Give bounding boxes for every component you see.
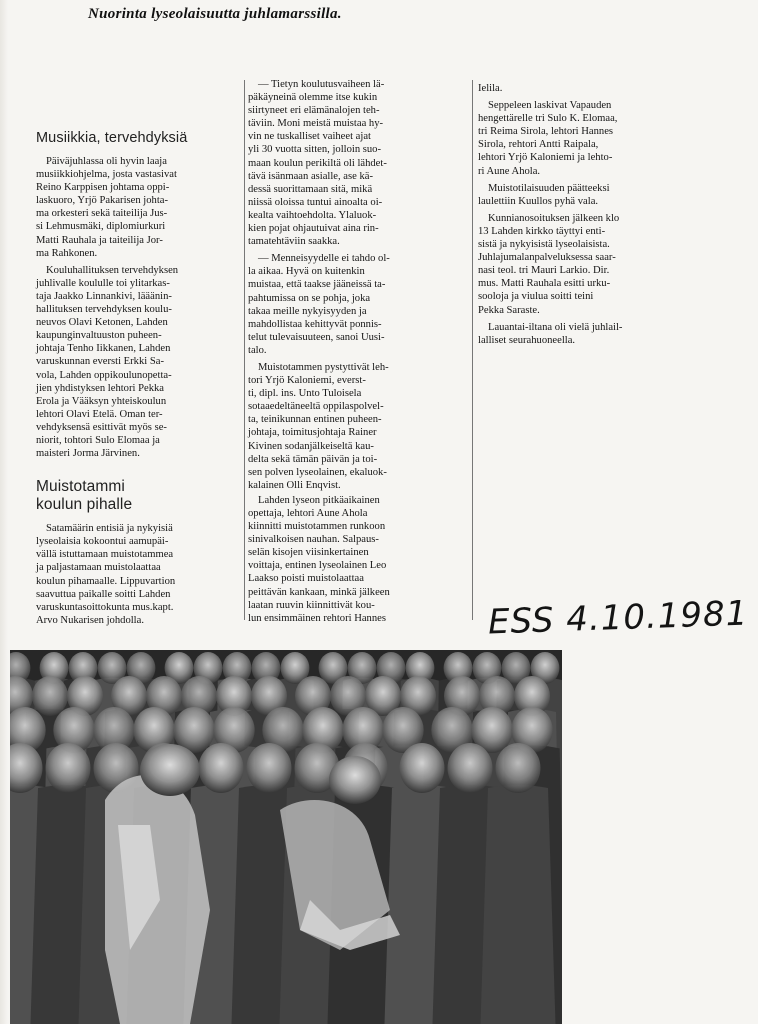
text-line: si Lehmusmäki, diplomiurkuri [36, 221, 166, 233]
text-line: saavuttua paikalle soitti Lahden [36, 588, 171, 600]
heading-line: Muistotammi [36, 478, 125, 496]
text-line: kaupunginvaltuuston puheen- [36, 330, 162, 342]
text-line: jien yhdistyksen lehtori Pekka [36, 382, 164, 394]
paragraph-continuation [478, 82, 684, 95]
text-line: Muistotilaisuuden päätteeksi [488, 182, 610, 194]
text-line: mahdollistaa kehittyvät ponnis- [248, 318, 382, 330]
text-line: delta sekä tämän päivän ja toi- [248, 453, 378, 465]
crowd-photo-image [10, 650, 562, 1024]
text-line: vola, Lahden oppikoulunopetta- [36, 369, 172, 381]
text-line: koulun pihamaalle. Lippuvartion [36, 575, 176, 587]
text-line: juhlivalle koululle toi ylitarkas- [36, 277, 170, 289]
text-line: musiikkiohjelma, josta vastasivat [36, 169, 177, 181]
column-divider [244, 80, 245, 620]
text-line: varuskuntasoittokunta mus.kapt. [36, 601, 174, 613]
text-line: tri Reima Sirola, lehtori Hannes [478, 126, 614, 138]
heading-line: koulun pihalle [36, 496, 133, 514]
paragraph-evening [478, 321, 684, 347]
text-line: opettaja, lehtori Aune Ahola [248, 508, 368, 519]
text-line: ri Aune Ahola. [478, 165, 541, 177]
text-line: lyseolaisia kokoontui aamupäi- [36, 536, 169, 548]
text-line: niissä oloissa tuntui ainoalta oi- [248, 196, 383, 208]
text-line: Laakso poisti muistolaattaa [248, 573, 364, 585]
text-line: laskuoro, Yrjö Pakarisen johta- [36, 195, 168, 207]
text-line: 13 Lahden kirkko täyttyi enti- [478, 225, 606, 237]
text-line: Erola ja Vääksyn yhteiskoulun [36, 395, 167, 407]
text-line: telut tulevaisuuteen, sanoi Uusi- [248, 331, 385, 343]
section-heading-memorial-oak [36, 478, 244, 514]
text-line: kalainen Olli Enqvist. [248, 479, 341, 491]
column-divider [472, 80, 473, 620]
text-line: hengettärelle tri Sulo K. Elomaa, [478, 113, 618, 125]
text-line: la aikaa. Hyvä on kuitenkin [248, 266, 365, 278]
handwritten-date-note: ESS 4.10.1981 [487, 593, 749, 643]
text-line: Pekka Saraste. [478, 304, 540, 316]
text-line: — Tietyn koulutusvaiheen lä- [258, 79, 385, 90]
text-line: Muistotammen pystyttivät leh- [258, 361, 389, 373]
text-line: ma orkesteri sekä taiteilija Jus- [36, 208, 168, 220]
text-line: laulettiin Kuullos pyhä vala. [478, 195, 599, 207]
paragraph-wartime [248, 78, 448, 248]
paragraph-past [248, 252, 448, 357]
paragraph-oak-erectors [248, 361, 448, 492]
text-line: lalliset seurahuoneella. [478, 334, 576, 346]
text-line: pahtumissa on se pohja, joka [248, 292, 371, 304]
text-line: peittävän kankaan, minkä jälkeen [248, 586, 390, 598]
text-line: Satamäärin entisiä ja nykyisiä [46, 523, 173, 535]
text-line: ti, dipl. ins. Unto Tuloisela [248, 388, 362, 400]
text-line: neuvos Olavi Ketonen, Lahden [36, 317, 168, 329]
text-line: vin ne tuskalliset vaiheet ajat [248, 131, 371, 143]
text-line: Matti Rauhala ja taiteilija Jor- [36, 234, 163, 246]
text-line: Juhlajumalanpalveluksessa saar- [478, 252, 616, 264]
article-column-1 [36, 130, 244, 627]
text-line: takaa meille nykyisyyden ja [248, 305, 367, 317]
text-line: lehtori Yrjö Kaloniemi ja lehto- [478, 152, 613, 164]
paragraph-wreath [478, 99, 684, 178]
text-line: tori Yrjö Kaloniemi, everst- [248, 375, 366, 387]
text-line: maisteri Jorma Järvinen. [36, 448, 140, 460]
text-line: Ielila. [478, 83, 503, 94]
text-line: sinivalkoisen nauhan. Salpaus- [248, 534, 379, 546]
text-line: ja paljastamaan muistolaattaa [36, 562, 161, 574]
text-line: tävä isänmaan asialle, ase kä- [248, 170, 374, 182]
paragraph-oak-planting [36, 522, 244, 627]
text-line: kealta vaihtoehdolta. Ylaluok- [248, 209, 377, 221]
text-line: ma Rahkonen. [36, 247, 98, 259]
clipping-edge [0, 0, 8, 1024]
paragraph-song [478, 182, 684, 208]
text-line: — Menneisyydelle ei tahdo ol- [258, 253, 390, 265]
text-line: Kunnianosoituksen jälkeen klo [488, 212, 620, 224]
text-line: Kivinen sodanjälkeiseltä kau- [248, 440, 374, 452]
paragraph-music [36, 155, 244, 260]
crowd-photo [10, 650, 562, 1024]
text-line: Kouluhallituksen tervehdyksen [46, 264, 179, 276]
text-line: kien pojat ohjautuivat aina rin- [248, 223, 379, 235]
text-line: sen polven lyseolainen, ekaluok- [248, 466, 387, 478]
text-line: Sirola, rehtori Antti Raipala, [478, 139, 599, 151]
text-line: talo. [248, 344, 267, 356]
paragraph-church [478, 212, 684, 317]
text-line: laatan ruuvin kiinnittivät kou- [248, 599, 375, 611]
text-line: sooloja ja viulua soitti teini [478, 291, 594, 303]
text-line: yli 30 vuotta sitten, jolloin suo- [248, 144, 382, 156]
text-line: taja Jaakko Linnankivi, lääänin- [36, 290, 172, 302]
text-line: johtaja, toimitusjohtaja Rainer [248, 427, 377, 439]
text-line: Päiväjuhlassa oli hyvin laaja [46, 156, 167, 167]
text-line: varuskunnan eversti Erkki Sa- [36, 356, 164, 368]
text-line: täviin. Moni meistä muistaa hy- [248, 118, 384, 130]
text-line: Lauantai-iltana oli vielä juhlail- [488, 321, 623, 333]
article-column-2 [248, 78, 448, 625]
text-line: vehdyksensä esittivät myös se- [36, 421, 167, 433]
text-line: selän kisojen viisinkertainen [248, 547, 369, 559]
text-line: sotaaedeltäneeltä oppilaspolvel- [248, 401, 384, 413]
paragraph-greetings [36, 264, 244, 460]
text-line: lehtori Olavi Etelä. Oman ter- [36, 408, 163, 420]
text-line: maan koulun perikiltä oli lähdet- [248, 157, 387, 169]
text-line: nasi teol. tri Mauri Larkio. Dir. [478, 265, 610, 277]
text-line: muistaa, että taakse jääneissä ta- [248, 279, 386, 291]
paragraph-ribbon [248, 494, 448, 625]
text-line: niorit, tohtori Sulo Elomaa ja [36, 434, 160, 446]
text-line: lun ensimmäinen rehtori Hannes [248, 612, 386, 624]
text-line: dessä suorittamaan sitä, mikä [248, 183, 373, 195]
text-line: siirtyneet eri elämänalojen teh- [248, 105, 380, 117]
text-line: kiinnitti muistotammen runkoon [248, 521, 386, 533]
text-line: päkäyneinä olemme itse kukin [248, 92, 378, 104]
text-line: tamatehtäviin saakka. [248, 236, 340, 248]
text-line: Seppeleen laskivat Vapauden [488, 100, 612, 112]
article-column-3 [478, 82, 684, 347]
text-line: Arvo Nukarisen johdolla. [36, 614, 144, 626]
photo-caption-headline: Nuorinta lyseolaisuutta juhlamarssilla. [88, 6, 342, 22]
text-line: johtaja Tenho Iikkanen, Lahden [36, 343, 171, 355]
section-heading-music: Musiikkia, tervehdyksiä [36, 130, 188, 146]
text-line: Reino Karppisen johtama oppi- [36, 182, 170, 194]
text-line: voittaja, entinen lyseolainen Leo [248, 560, 387, 572]
text-line: sistä ja nykyisistä lyseolaisista. [478, 239, 610, 251]
text-line: hallituksen tervehdyksen koulu- [36, 304, 172, 316]
text-line: ta, teinikunnan entinen puheen- [248, 414, 382, 426]
text-line: vällä istuttamaan muistotammea [36, 549, 174, 561]
text-line: Lahden lyseon pitkäaikainen [258, 494, 380, 506]
text-line: mus. Matti Rauhala esitti urku- [478, 278, 611, 290]
